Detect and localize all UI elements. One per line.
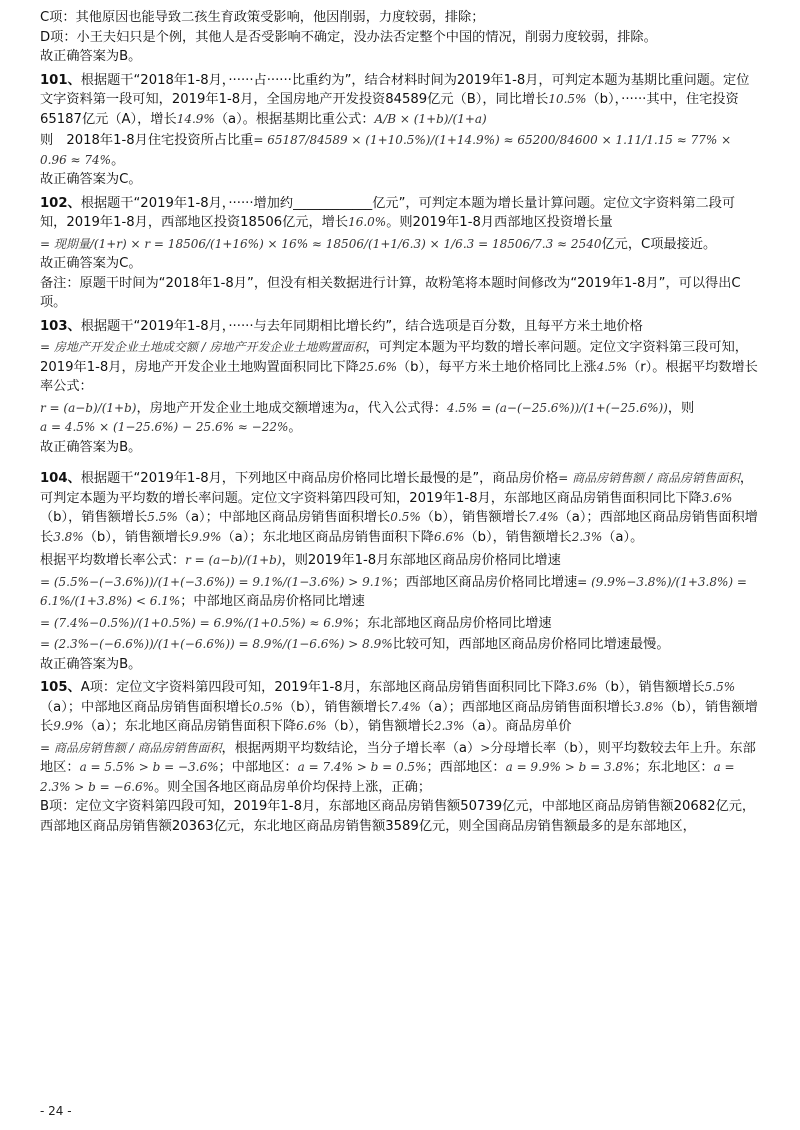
question-number-101: 101、 xyxy=(40,72,81,88)
answer-100: 故正确答案为B。 xyxy=(40,49,142,64)
east-growth-formula: = (5.5%−(−3.6%))/(1+(−3.6%)) = 9.1%/(1−3.6%) > 9.1% xyxy=(40,574,393,589)
question-101: 101、根据题干“2018年1-8月，······占······比重约为”，结合材料时间为2019年1-8月，可判定本题为基期比重问题。定位文字资料第一段可知，2019年1-8月，全国房地产开发投资84589亿元（B），同比增长10.5%（b），······其中，住宅投资65187亿元（A），增长14.9%（a）。根据基期比重公式：A/B × (1+b)/(1+a) xyxy=(40,72,750,127)
unit-price-formula: = 商品房销售额 / 商品房销售面积 xyxy=(40,740,222,755)
option-b-105: B项：定位文字资料第四段可知，2019年1-8月，东部地区商品房销售额50739亿元，中部地区商品房销售额20682亿元，西部地区商品房销售额20363亿元，东北地区商品房销售额3589亿元，则全国商品房销售额最多的是东部地区， xyxy=(40,799,756,834)
ne-growth-formula: = (2.3%−(−6.6%))/(1+(−6.6%)) = 8.9%/(1−6.6%) > 8.9% xyxy=(40,637,393,651)
calc-104-b: = (5.5%−(−3.6%))/(1+(−3.6%)) = 9.1%/(1−3.6%) > 9.1%；西部地区商品房价格同比增速= (9.9%−3.8%)/(1+3.8%) = 6.1%/(1+3.8%) < 6.1%；中部地区商品房价格同比增速 xyxy=(40,574,747,609)
question-number-102: 102、 xyxy=(40,195,81,211)
calc-103: = 房地产开发企业土地成交额 / 房地产开发企业土地购置面积，可判定本题为平均数的增长率问题。定位文字资料第三段可知，2019年1-8月，房地产开发企业土地购置面积同比下降25.6%（b），每平方米土地价格同比上涨4.5%（r）。根据平均数增长率公式： xyxy=(40,340,758,394)
calc-101: 则 2018年1-8月住宅投资所占比重= 65187/84589 × (1+10.5%)/(1+14.9%) ≈ 65200/84600 × 1.11/1.15 ≈ 77% × 0.96 ≈ 74%。 xyxy=(40,133,732,168)
question-103: 103、根据题干“2019年1-8月，······与去年同期相比增长约”，结合选项是百分数，且每平方米土地价格 xyxy=(40,318,643,334)
question-number-105: 105、 xyxy=(40,680,81,695)
avg-growth-formula: r = (a−b)/(1+b) xyxy=(40,400,137,415)
formula-101: = 65187/84589 × (1+10.5%)/(1+14.9%) ≈ 65200/84600 × 1.11/1.15 ≈ 77% × 0.96 ≈ 74% xyxy=(40,133,732,167)
question-104: 104、根据题干“2019年1-8月，下列地区中商品房价格同比增长最慢的是”，商品房价格= 商品房销售额 / 商品房销售面积，可判定本题为平均数的增长率问题。定位文字资料第四段可知，2019年1-8月，东部地区商品房销售面积同比下降3.6%（b），销售额增长5.5%（a）；中部地区商品房销售面积增长0.5%（b），销售额增长7.4%（a）；西部地区商品房销售面积增长3.8%（b），销售额增长9.9%（a）；东北地区商品房销售面积下降6.6%（b），销售额增长2.3%（a）。 xyxy=(40,471,758,545)
west-growth-formula: = (9.9%−3.8%)/(1+3.8%) = 6.1%/(1+3.8%) < 6.1% xyxy=(40,574,747,608)
answer-101: 故正确答案为C。 xyxy=(40,172,142,187)
calc-104: 根据平均数增长率公式：r = (a−b)/(1+b)，则2019年1-8月东部地区商品房价格同比增速 xyxy=(40,553,561,568)
answer-103: 故正确答案为B。 xyxy=(40,439,142,455)
calc-103-b: r = (a−b)/(1+b)，房地产开发企业土地成交额增速为a，代入公式得：4.5% = (a−(−25.6%))/(1+(−25.6%))，则 xyxy=(40,400,695,416)
formula-102: = 现期量/(1+r) × r = 18506/(1+16%) × 16% ≈ 18506/(1+1/6.3) × 1/6.3 = 18506/7.3 ≈ 2540 xyxy=(40,236,602,251)
note-102: 备注：原题干时间为“2018年1-8月”，但没有相关数据进行计算，故粉笔将本题时间修改为“2019年1-8月”，可以得出C项。 xyxy=(40,275,741,310)
land-price-formula: = 房地产开发企业土地成交额 / 房地产开发企业土地购置面积 xyxy=(40,340,366,354)
answer-102: 故正确答案为C。 xyxy=(40,256,142,271)
house-price-formula: = 商品房销售额 / 商品房销售面积 xyxy=(558,471,740,485)
question-102: 102、根据题干“2019年1-8月，······增加约____________亿元”，可判定本题为增长量计算问题。定位文字资料第二段可知，2019年1-8月，西部地区投资18506亿元，增长16.0%。则2019年1-8月西部地区投资增长量 xyxy=(40,195,736,230)
calc-104-d: = (2.3%−(−6.6%))/(1+(−6.6%)) = 8.9%/(1−6.6%) > 8.9%比较可知，西部地区商品房价格同比增速最慢。 xyxy=(40,637,670,652)
mid-growth-formula: = (7.4%−0.5%)/(1+0.5%) = 6.9%/(1+0.5%) ≈ 6.9% xyxy=(40,615,354,630)
answer-104: 故正确答案为B。 xyxy=(40,656,142,672)
calc-102: = 现期量/(1+r) × r = 18506/(1+16%) × 16% ≈ 18506/(1+1/6.3) × 1/6.3 = 18506/7.3 ≈ 2540亿元，C项最接近。 xyxy=(40,236,717,252)
page-number: - 24 - xyxy=(40,1104,72,1118)
question-number-103: 103、 xyxy=(40,318,81,334)
calc-104-c: = (7.4%−0.5%)/(1+0.5%) = 6.9%/(1+0.5%) ≈ 6.9%；东北部地区商品房价格同比增速 xyxy=(40,615,552,631)
option-d-text: D项：小王夫妇只是个例，其他人是否受影响不确定，没办法否定整个中国的情况，削弱力度较弱，排除。 xyxy=(40,29,657,45)
question-105: 105、A项：定位文字资料第四段可知，2019年1-8月，东部地区商品房销售面积同比下降3.6%（b），销售额增长5.5%（a）；中部地区商品房销售面积增长0.5%（b），销售额增长7.4%（a）；西部地区商品房销售面积增长3.8%（b），销售额增长9.9%（a）；东北地区商品房销售面积下降6.6%（b），销售额增长2.3%（a）。商品房单价 xyxy=(40,680,758,734)
option-c-text: C项：其他原因也能导致二孩生育政策受影响，他因削弱，力度较弱，排除； xyxy=(40,10,485,25)
question-number-104: 104、 xyxy=(40,471,81,486)
base-share-formula: A/B × (1+b)/(1+a) xyxy=(374,111,487,126)
calc-103-c: a = 4.5% × (1−25.6%) − 25.6% ≈ −22%。 xyxy=(40,420,302,435)
calc-105: = 商品房销售额 / 商品房销售面积，根据两期平均数结论，当分子增长率（a）>分母增长率（b），则平均数较去年上升。东部地区：a = 5.5% > b = −3.6%；中部地区：a = 7.4% > b = 0.5%；西部地区：a = 9.9% > b = 3.8%；东北地区：a = 2.3% > b = −6.6%。则全国各地区商品房单价均保持上涨，正确； xyxy=(40,740,756,795)
